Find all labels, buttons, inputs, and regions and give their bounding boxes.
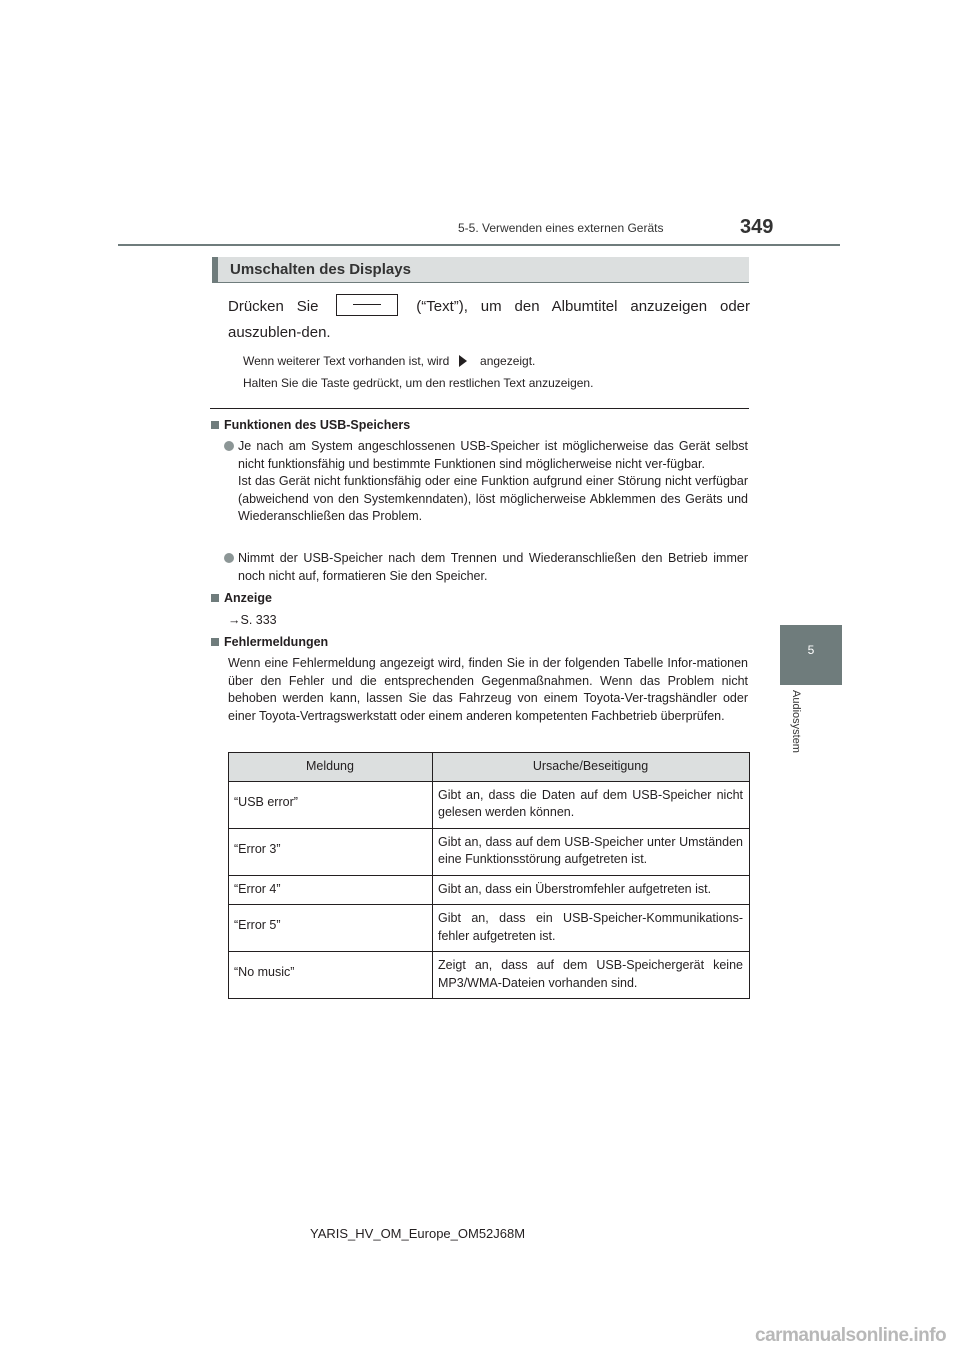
- play-arrow-icon: [459, 355, 467, 367]
- instruction-text-after: (“Text”), um den Albumtitel anzuzeigen oder auszublen-den.: [228, 298, 751, 341]
- instruction-paragraph: [228, 294, 750, 346]
- subheading-usb-functions: [211, 418, 410, 432]
- note-text-after: angezeigt.: [480, 354, 536, 368]
- subheading-text: Anzeige: [224, 591, 272, 605]
- square-bullet-icon: [211, 421, 219, 429]
- error-message: “No music”: [229, 952, 433, 999]
- subheading-text: Funktionen des USB-Speichers: [224, 418, 411, 432]
- square-bullet-icon: [211, 638, 219, 646]
- square-bullet-icon: [211, 594, 219, 602]
- table-row: [229, 781, 750, 828]
- chapter-title: Audiosystem: [790, 690, 802, 753]
- bullet-text-continued: Ist das Gerät nicht funktionsfähig oder eine Funktion aufgrund einer Störung nicht verfügbar (abweichend von den Systemkenndaten), löst möglicherweise Abklemmen des Geräts und Wiederanschließen das Problem.: [238, 474, 748, 523]
- error-message: “Error 5”: [229, 905, 433, 952]
- section-heading-display: Umschalten des Displays: [212, 257, 749, 283]
- error-cause: Gibt an, dass die Daten auf dem USB-Speicher nicht gelesen werden können.: [433, 781, 750, 828]
- section-divider: [210, 408, 749, 409]
- circle-bullet-icon: [224, 441, 234, 451]
- error-message: “USB error”: [229, 781, 433, 828]
- bullet-text: Je nach am System angeschlossenen USB-Speicher ist möglicherweise das Gerät selbst nicht funktionsfähig und bestimmte Funktionen sind möglicherweise nicht ver-fügbar.: [238, 439, 748, 471]
- subheading-errors: [211, 635, 328, 649]
- column-header-message: Meldung: [229, 753, 433, 782]
- instruction-text-before: Drücken Sie: [228, 298, 319, 315]
- note-text-before: Wenn weiterer Text vorhanden ist, wird: [243, 354, 450, 368]
- table-row: [229, 952, 750, 999]
- page-reference-link[interactable]: →S. 333: [228, 613, 277, 627]
- bullet-item: [224, 438, 748, 526]
- text-button-icon: [336, 294, 398, 316]
- column-header-cause: Ursache/Beseitigung: [433, 753, 750, 782]
- error-table: [228, 752, 750, 999]
- table-header-row: [229, 753, 750, 782]
- bullet-item: [224, 550, 748, 585]
- circle-bullet-icon: [224, 553, 234, 563]
- note-hold-button: Halten Sie die Taste gedrückt, um den restlichen Text anzuzeigen.: [243, 376, 594, 390]
- subheading-anzeige: [211, 591, 272, 605]
- page-number: 349: [740, 216, 774, 238]
- errors-intro: Wenn eine Fehlermeldung angezeigt wird, finden Sie in der folgenden Tabelle Infor-mationen über den Fehler und die entsprechenden Gegenmaßnahmen. Wenn das Problem nicht behoben werden kann, lassen Sie das Fahrzeug von einem Toyota-Ver-tragshändler oder einer Toyota-Vertragswerkstatt oder einem anderen kompetenten Fachbetrieb überprüfen.: [228, 656, 748, 723]
- error-message: “Error 3”: [229, 828, 433, 875]
- table-row: [229, 905, 750, 952]
- header-divider: [118, 244, 840, 246]
- section-label: 5-5. Verwenden eines externen Geräts: [458, 221, 664, 235]
- error-cause: Gibt an, dass ein Überstromfehler aufgetreten ist.: [433, 875, 750, 905]
- chapter-number: 5: [807, 643, 815, 657]
- document-code: YARIS_HV_OM_Europe_OM52J68M: [310, 1226, 526, 1241]
- error-cause: Gibt an, dass ein USB-Speicher-Kommunikations-fehler aufgetreten ist.: [433, 905, 750, 952]
- table-row: [229, 828, 750, 875]
- note-more-text: [243, 354, 535, 368]
- table-row: [229, 875, 750, 905]
- error-cause: Zeigt an, dass auf dem USB-Speichergerät keine MP3/WMA-Dateien vorhanden sind.: [433, 952, 750, 999]
- error-cause: Gibt an, dass auf dem USB-Speicher unter Umständen eine Funktionsstörung aufgetreten ist.: [433, 828, 750, 875]
- bullet-text: Nimmt der USB-Speicher nach dem Trennen und Wiederanschließen den Betrieb immer noch nicht auf, formatieren Sie den Speicher.: [238, 551, 748, 583]
- error-message: “Error 4”: [229, 875, 433, 905]
- subheading-text: Fehlermeldungen: [224, 635, 329, 649]
- watermark-text: carmanualsonline.info: [755, 1325, 947, 1346]
